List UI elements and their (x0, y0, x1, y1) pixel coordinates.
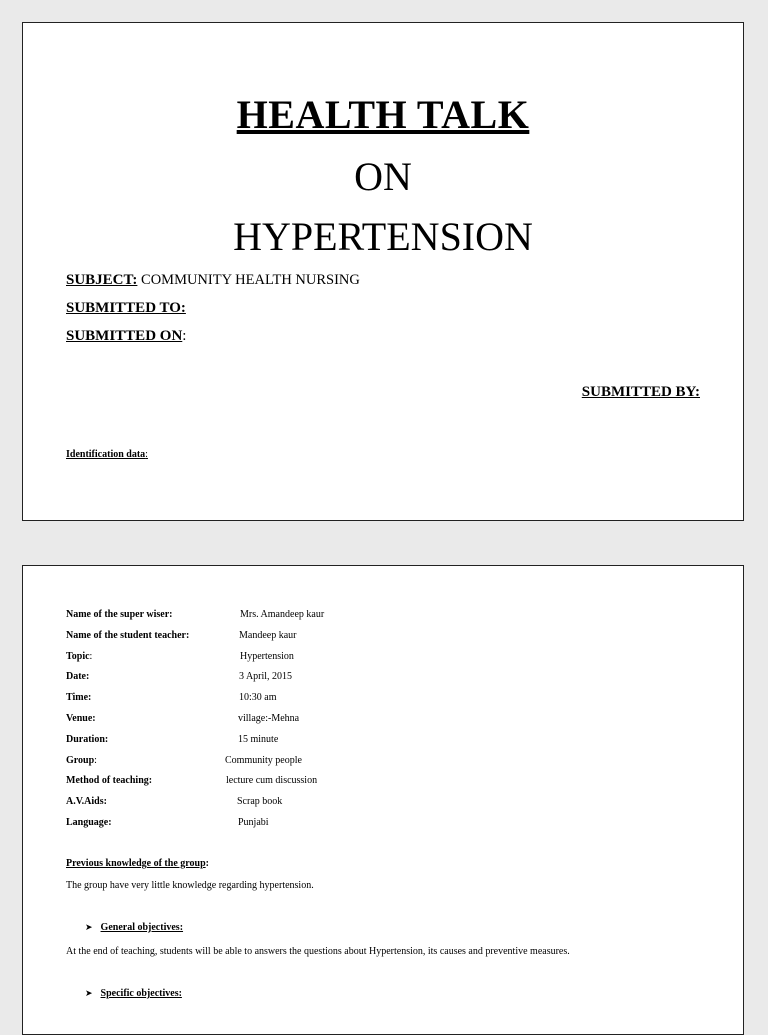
row-key: Venue: (66, 712, 96, 724)
arrow-bullet-icon: ➤ (85, 922, 93, 932)
row-key: Date: (66, 671, 90, 683)
title-on: ON (354, 154, 412, 199)
row-key: Method of teaching: (66, 775, 153, 787)
row-value: lecture cum discussion (226, 775, 318, 787)
submitted-on-colon: : (182, 328, 187, 344)
title-hypertension: HYPERTENSION (233, 214, 533, 259)
subject-label: SUBJECT: (66, 272, 138, 288)
identification-data-label (66, 449, 148, 460)
row-value: 3 April, 2015 (239, 671, 293, 683)
identification-colon: : (145, 449, 148, 460)
title-health-talk: HEALTH TALK (236, 92, 530, 137)
subject-line (66, 272, 360, 289)
row-key: Name of the student teacher: (66, 629, 190, 641)
row-value: Punjabi (238, 816, 269, 828)
row-key: Language: (66, 816, 112, 828)
row-value: Scrap book (237, 796, 283, 808)
row-value: Community people (225, 754, 302, 766)
row-key: Topic: (66, 650, 93, 662)
previous-knowledge-heading: Previous knowledge of the group: (66, 858, 209, 869)
row-value: Mrs. Amandeep kaur (240, 609, 325, 620)
row-key: A.V.Aids: (66, 796, 107, 808)
identification-label: Identification data (66, 449, 146, 460)
cover-page (22, 22, 744, 521)
submitted-on-label: SUBMITTED ON (66, 328, 183, 344)
previous-knowledge-text: The group have very little knowledge regarding hypertension. (66, 880, 314, 891)
row-value: Mandeep kaur (239, 629, 297, 641)
row-value: 15 minute (238, 733, 279, 745)
general-objectives-heading: ➤ General objectives: (85, 922, 184, 933)
details-page (22, 565, 744, 1035)
general-objectives-text: At the end of teaching, students will be able to answers the questions about Hypertension, its causes and preventive measures. (66, 946, 570, 957)
submitted-by-label: SUBMITTED BY: (581, 384, 700, 400)
row-value: village:-Mehna (238, 712, 300, 724)
specific-objectives-heading: ➤ Specific objectives: (85, 988, 182, 999)
row-key: Name of the super wiser: (66, 609, 173, 620)
row-value: Hypertension (240, 650, 294, 662)
submitted-to-line (66, 300, 186, 317)
submitted-to-label: SUBMITTED TO: (66, 300, 186, 316)
row-key: Duration: (66, 733, 109, 745)
row-key: Time: (66, 692, 92, 704)
row-key: Group: (66, 754, 97, 766)
submitted-on-line (66, 328, 186, 345)
arrow-bullet-icon: ➤ (85, 988, 93, 998)
row-value: 10:30 am (239, 692, 277, 704)
subject-value: COMMUNITY HEALTH NURSING (137, 272, 360, 288)
